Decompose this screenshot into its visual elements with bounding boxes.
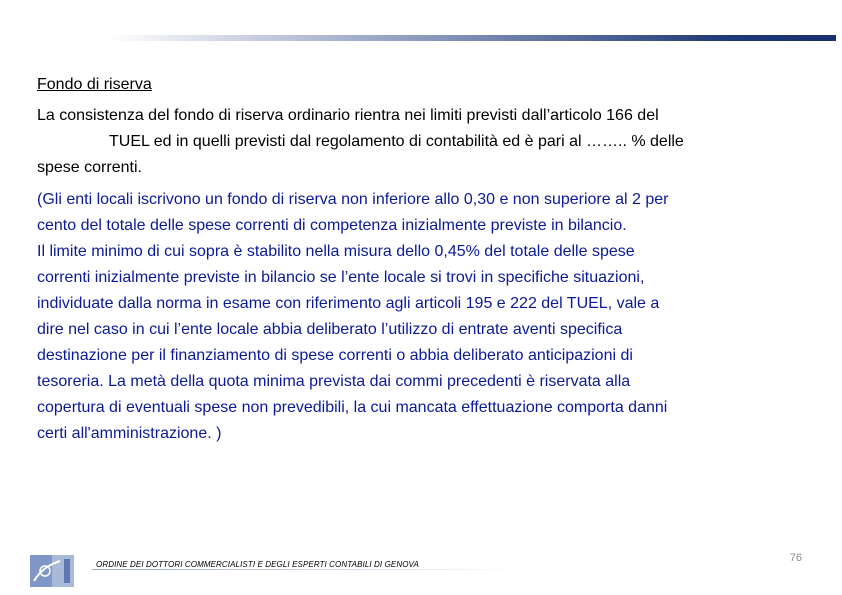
footer-organization: ORDINE DEI DOTTORI COMMERCIALISTI E DEGLI ESPERTI CONTABILI DI GENOVA — [96, 560, 419, 569]
note-paragraph — [37, 187, 777, 447]
footer-divider — [92, 569, 522, 570]
note-line: cento del totale delle spese correnti di competenza inizialmente previste in bilancio. — [37, 217, 627, 234]
paragraph-line: La consistenza del fondo di riserva ordinario rientra nei limiti previsti dall’articolo 166 del — [37, 107, 659, 124]
note-line: tesoreria. La metà della quota minima prevista dai commi precedenti è riservata alla — [37, 373, 631, 390]
main-paragraph — [37, 103, 777, 181]
note-line: certi all'amministrazione. ) — [37, 425, 222, 442]
note-line: dire nel caso in cui l’ente locale abbia deliberato l’utilizzo di entrate aventi specifica — [37, 321, 623, 338]
note-line: Il limite minimo di cui sopra è stabilito nella misura dello 0,45% del totale delle spese — [37, 243, 635, 260]
page-number: 76 — [789, 552, 802, 564]
paragraph-line: spese correnti. — [37, 159, 142, 176]
note-line: individuate dalla norma in esame con riferimento agli articoli 195 e 222 del TUEL, vale a — [37, 295, 660, 312]
paragraph-line: TUEL ed in quelli previsti dal regolamento di contabilità ed è pari al …….. % delle — [109, 133, 684, 150]
note-line: copertura di eventuali spese non prevedibili, la cui mancata effettuazione comporta danni — [37, 399, 668, 416]
note-line: destinazione per il finanziamento di spese correnti o abbia deliberato anticipazioni di — [37, 347, 633, 364]
header-gradient-bar — [110, 35, 836, 41]
note-line: (Gli enti locali iscrivono un fondo di riserva non inferiore allo 0,30 e non superiore al 2 per — [37, 191, 669, 208]
order-logo-icon — [30, 555, 74, 587]
section-title: Fondo di riserva — [37, 76, 152, 93]
note-line: correnti inizialmente previste in bilancio se l’ente locale si trovi in specifiche situazioni, — [37, 269, 645, 286]
